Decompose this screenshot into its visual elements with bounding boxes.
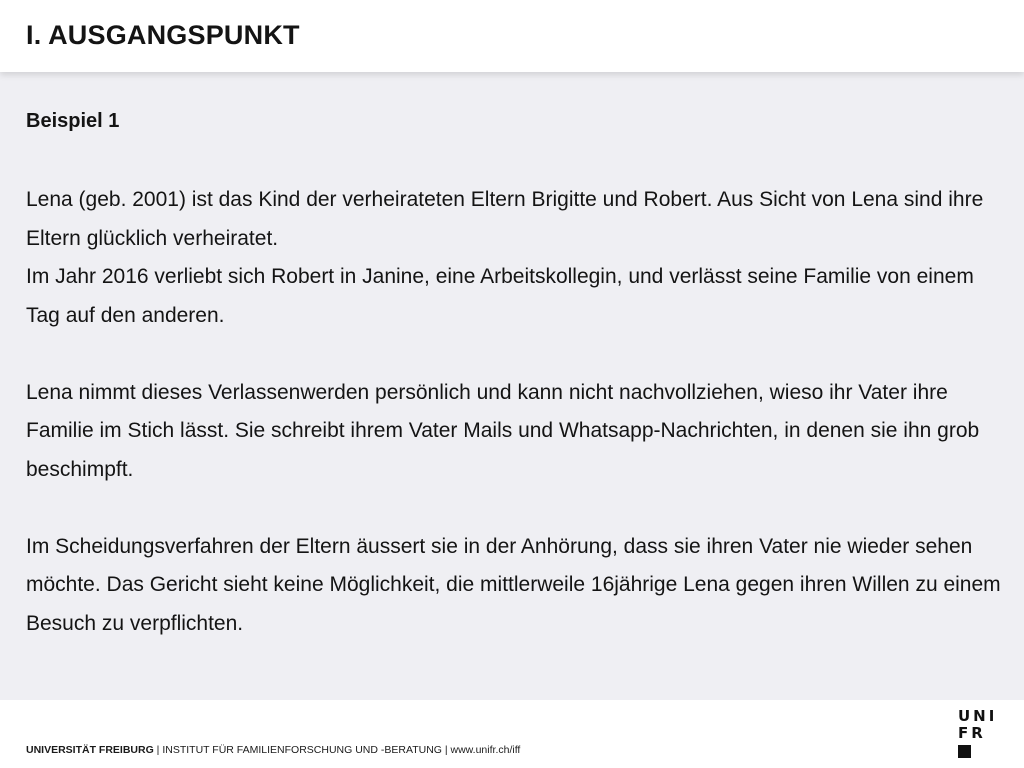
unifr-logo: [958, 708, 998, 764]
logo-line-fr: FR: [958, 724, 986, 742]
paragraph-1: Lena (geb. 2001) ist das Kind der verheirateten Eltern Brigitte und Robert. Aus Sicht von Lena sind ihre Eltern glücklich verheiratet.: [26, 188, 984, 250]
footer-university: UNIVERSITÄT FREIBURG: [26, 744, 154, 756]
footer-credits: [26, 744, 520, 756]
paragraph-3: Lena nimmt dieses Verlassenwerden persönlich und kann nicht nachvollziehen, wieso ihr Vater ihre Familie im Stich lässt. Sie schreibt ihrem Vater Mails und Whatsapp-Nachrichten, in denen sie ihn grob beschimpft.: [26, 380, 980, 481]
header-bar: [0, 0, 1024, 72]
example-heading: Beispiel 1: [26, 110, 120, 132]
logo-square-icon: [958, 745, 971, 758]
footer-institute: | INSTITUT FÜR FAMILIENFORSCHUNG UND -BERATUNG | www.unifr.ch/iff: [153, 744, 521, 756]
paragraph-2: Im Jahr 2016 verliebt sich Robert in Janine, eine Arbeitskollegin, und verlässt seine Familie von einem Tag auf den anderen.: [26, 265, 974, 327]
content-panel: [0, 72, 1024, 700]
paragraph-4: Im Scheidungsverfahren der Eltern äussert sie in der Anhörung, dass sie ihren Vater nie wieder sehen möchte. Das Gericht sieht keine Möglichkeit, die mittlerweile 16jährige Lena gegen ihren Willen zu einem Besuch zu verpflichten.: [26, 534, 1001, 635]
page-title: I. AUSGANGSPUNKT: [26, 20, 300, 50]
logo-line-uni: UNI: [958, 707, 998, 725]
body-text: [26, 181, 1001, 643]
footer-bar: [0, 700, 1024, 768]
